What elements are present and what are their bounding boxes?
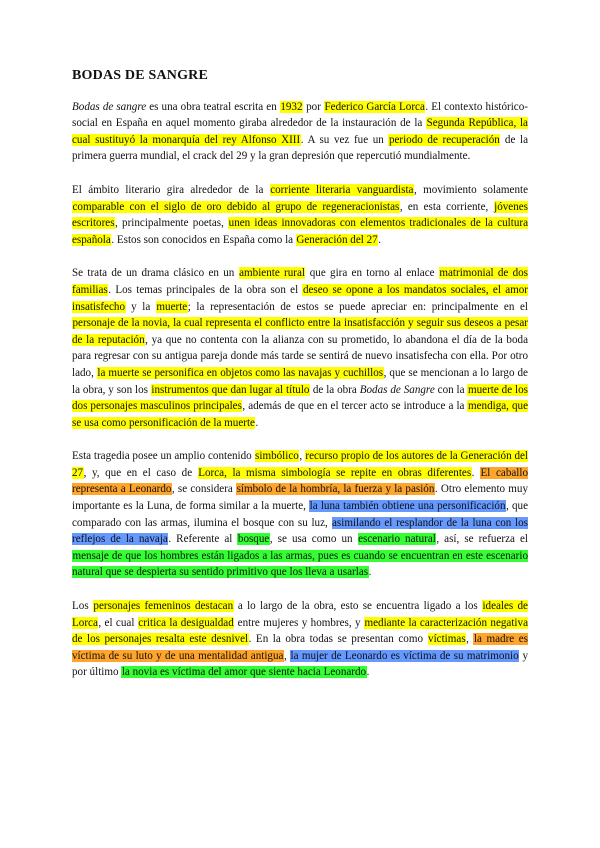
text-run: , en esta corriente, <box>399 200 494 213</box>
text-run: Esta tragedia posee un amplio contenido <box>72 450 255 463</box>
text-run: . A su vez fue un <box>300 133 389 146</box>
highlighted-text: mendiga, que se usa como personificación de la muerte <box>72 400 528 429</box>
highlighted-text: 1932 <box>280 100 303 113</box>
text-run: , ya que no contenta con la alianza con su prometido, lo abandona el día de la boda para regresar con su antigua pareja donde más tarde se sentirá de nuevo insatisfecha con ella. Por otro lado, <box>72 333 528 379</box>
highlighted-text: muerte de los dos personajes masculinos principales <box>72 383 528 413</box>
highlighted-text: personaje de la novia, la cual representa el conflicto entre la insatisfacción y seguir sus deseos a pesar de la reputación <box>72 317 528 346</box>
highlighted-text: critica la desigualdad <box>138 616 234 629</box>
highlighted-text: bosque <box>237 533 270 546</box>
text-run: . <box>255 416 259 429</box>
text-run: , que se mencionan a lo largo de la obra, y son los <box>72 366 528 396</box>
highlighted-text: recurso propio de los autores de la Generación del 27 <box>72 450 529 479</box>
highlighted-text: ideales de Lorca <box>72 600 528 629</box>
text-run: de la obra <box>309 383 360 396</box>
text-run: . <box>366 666 370 679</box>
text-run: , que comparado con las armas, ilumina el bosque con su luz, <box>72 500 529 529</box>
highlighted-text: mensaje de que los hombres están ligados a las armas, pues es cuando se encuentran en este escenario natural que se despierta su sentido primitivo que los lleva a usarlas <box>72 549 528 579</box>
text-run: , <box>283 649 291 662</box>
paragraph-5 <box>72 598 528 681</box>
highlighted-text: muerte <box>156 300 188 313</box>
text-run: . Estos son conocidos en España como la <box>111 233 296 246</box>
highlighted-text: personajes femeninos destacan <box>93 600 234 613</box>
text-run: . <box>378 233 381 246</box>
highlighted-text: unen ideas innovadoras con elementos tradicionales de la cultura española <box>72 217 529 246</box>
text-run: . Otro elemento muy importante es la Luna, de forma similar a la muerte, <box>72 483 529 513</box>
text-run: , principalmente poetas, <box>115 217 229 230</box>
highlighted-text: la novia es víctima del amor que siente hacia Leonardo <box>121 666 367 679</box>
text-run: con la <box>434 383 468 396</box>
text-run: ; la representación de estos se puede apreciar en: principalmente en el <box>187 300 528 313</box>
highlighted-text: instrumentos que dan lugar al título <box>151 383 310 396</box>
document-title: BODAS DE SANGRE <box>72 68 209 83</box>
highlighted-text: la luna también obtiene una personificación <box>309 500 506 513</box>
highlighted-text: Generación del 27 <box>296 233 378 246</box>
text-run: . En la obra todas se presentan como <box>248 633 428 646</box>
text-run: , así, se refuerza el <box>436 533 528 546</box>
text-run: y por último <box>72 649 528 679</box>
highlighted-text: la mujer de Leonardo es víctima de su matrimonio <box>290 649 519 662</box>
text-run: . El contexto histórico-social en España en aquel momento giraba alrededor de la instauración de la <box>72 100 528 130</box>
text-run: , y, que en el caso de <box>83 466 198 479</box>
highlighted-text: matrimonial de dos familias <box>72 267 529 296</box>
highlighted-text: Federico García Lorca <box>324 100 425 113</box>
text-run: . Los temas principales de la obra son el <box>108 283 303 296</box>
italic-text: Bodas de sangre <box>72 100 147 113</box>
paragraph-1 <box>72 99 528 165</box>
highlighted-text: Segunda República, la cual sustituyó la monarquía del rey Alfonso XIII <box>72 117 528 146</box>
document-body <box>72 68 528 698</box>
highlighted-text: mediante la caracterización negativa de los personajes resalta este desnivel <box>72 616 528 646</box>
paragraph-3 <box>72 265 528 431</box>
highlighted-text: la muerte se personifica en objetos como las navajas y cuchillos <box>97 366 384 379</box>
text-run: de la primera guerra mundial, el crack del 29 y la gran depresión que repercutió mundialmente. <box>72 133 528 163</box>
highlighted-text: asimilando el resplandor de la luna con los reflejos de la navaja <box>72 516 528 546</box>
highlighted-text: periodo de recuperación <box>388 133 500 146</box>
highlighted-text: El caballo representa a Leonardo <box>72 466 529 496</box>
text-run: a lo largo de la obra, esto se encuentra ligado a los <box>233 600 482 613</box>
highlighted-text: víctimas <box>428 633 466 646</box>
text-run: y la <box>125 300 156 313</box>
highlighted-text: jóvenes escritores <box>72 200 528 230</box>
highlighted-text: comparable con el siglo de oro debido al grupo de regeneracionistas <box>72 200 400 213</box>
text-run: , el cual <box>98 616 138 629</box>
italic-text: Bodas de Sangre <box>359 383 435 396</box>
highlighted-text: Lorca, la misma simbología se repite en obras diferentes <box>198 466 472 479</box>
highlighted-text: la madre es víctima de su luto y de una mentalidad antigua <box>72 633 528 662</box>
text-run: entre mujeres y hombres, y <box>234 616 364 629</box>
text-run: que gira en torno al enlace <box>305 267 439 280</box>
highlighted-text: corriente literaria vanguardista <box>270 183 414 196</box>
text-run: , movimiento solamente <box>413 183 528 196</box>
text-run: . Referente al <box>168 533 238 546</box>
text-run: , se usa como un <box>269 533 358 546</box>
highlighted-text: simbólico <box>255 450 299 463</box>
paragraph-2 <box>72 182 528 248</box>
highlighted-text: símbolo de la hombría, la fuerza y la pasión <box>236 483 435 496</box>
text-run: por <box>303 100 324 113</box>
paragraph-container <box>72 99 528 681</box>
text-run: , <box>299 450 305 463</box>
text-run: es una obra teatral escrita en <box>146 100 280 113</box>
text-run: El ámbito literario gira alrededor de la <box>72 183 270 196</box>
highlighted-text: ambiente rural <box>239 267 305 280</box>
text-run: Los <box>72 600 93 613</box>
text-run: . <box>471 466 481 479</box>
text-run: , además de que en el tercer acto se introduce a la <box>242 400 468 413</box>
text-run: , se considera <box>171 483 237 496</box>
text-run: . <box>368 566 372 579</box>
highlighted-text: escenario natural <box>358 533 436 546</box>
text-run: , <box>466 633 474 646</box>
highlighted-text: deseo se opone a los mandatos sociales, el amor insatisfecho <box>72 283 528 313</box>
text-run: Se trata de un drama clásico en un <box>72 267 239 280</box>
paragraph-4 <box>72 448 528 581</box>
